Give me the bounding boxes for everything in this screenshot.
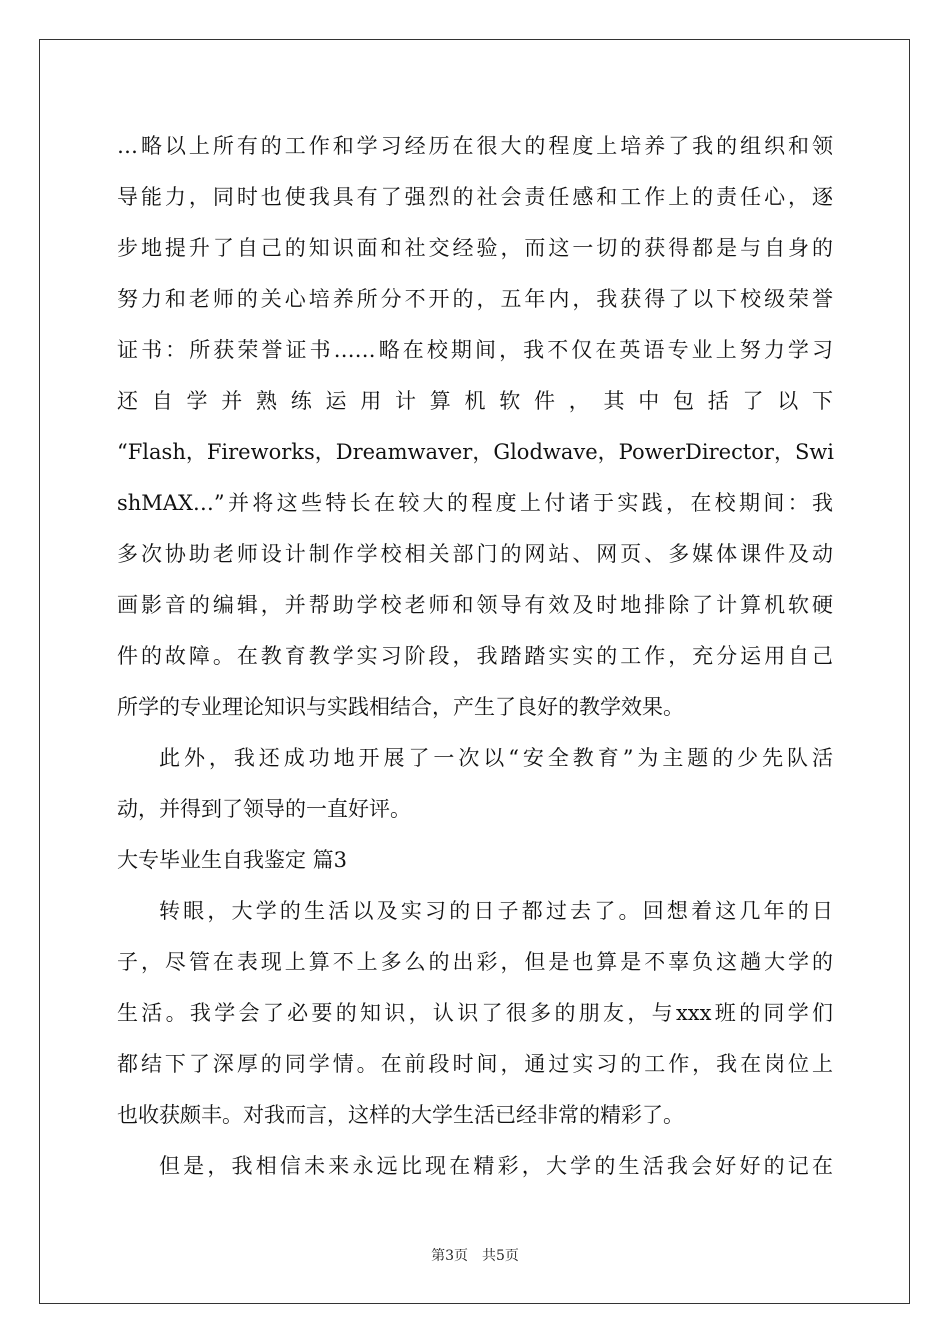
text-line: 动，并得到了领导的一直好评。: [117, 797, 411, 821]
text-line: 子，尽管在表现上算不上多么的出彩，但是也算是不辜负这趟大学的: [117, 950, 833, 974]
page-number: 第3页 共5页: [431, 1248, 519, 1264]
text-line: shMAX…”并将这些特长在较大的程度上付诸于实践，在校期间：我: [117, 491, 833, 515]
paragraph-3: [117, 886, 833, 1141]
text-line: 还 自 学 并 熟 练 运 用 计 算 机 软 件 ， 其 中 包 括 了 以 下: [117, 389, 833, 413]
text-line: 证书：所获荣誉证书……略在校期间，我不仅在英语专业上努力学习: [117, 338, 833, 362]
text-line: 画影音的编辑，并帮助学校老师和领导有效及时地排除了计算机软硬: [117, 593, 833, 617]
text-line: 生活。我学会了必要的知识，认识了很多的朋友，与xxx班的同学们: [117, 1001, 833, 1025]
text-line: 也收获颇丰。对我而言，这样的大学生活已经非常的精彩了。: [117, 1103, 684, 1127]
text-line: 件的故障。在教育教学实习阶段，我踏踏实实的工作，充分运用自己: [117, 644, 833, 668]
paragraph-2: [117, 733, 833, 835]
text-line: 都结下了深厚的同学情。在前段时间，通过实习的工作，我在岗位上: [117, 1052, 833, 1076]
document-body: [117, 121, 833, 1192]
text-line: 此外，我还成功地开展了一次以“安全教育”为主题的少先队活: [159, 746, 833, 770]
text-line: 多次协助老师设计制作学校相关部门的网站、网页、多媒体课件及动: [117, 542, 833, 566]
paragraph-1: [117, 121, 833, 733]
text-line: 导能力，同时也使我具有了强烈的社会责任感和工作上的责任心，逐: [117, 185, 833, 209]
text-line: “Flash，Fireworks，Dreamwaver，Glodwave，PowerDirector，Swi: [117, 440, 835, 464]
text-line: …略以上所有的工作和学习经历在很大的程度上培养了我的组织和领: [117, 134, 833, 158]
text-line: 所学的专业理论知识与实践相结合，产生了良好的教学效果。: [117, 695, 684, 719]
text-line: 步地提升了自己的知识面和社交经验，而这一切的获得都是与自身的: [117, 236, 833, 260]
text-line: 转眼，大学的生活以及实习的日子都过去了。回想着这几年的日: [159, 899, 833, 923]
paragraph-4: [117, 1141, 833, 1192]
text-line: 但是，我相信未来永远比现在精彩，大学的生活我会好好的记在: [159, 1154, 833, 1178]
text-line: 努力和老师的关心培养所分不开的，五年内，我获得了以下校级荣誉: [117, 287, 833, 311]
section-heading: 大专毕业生自我鉴定 篇3: [117, 848, 348, 872]
